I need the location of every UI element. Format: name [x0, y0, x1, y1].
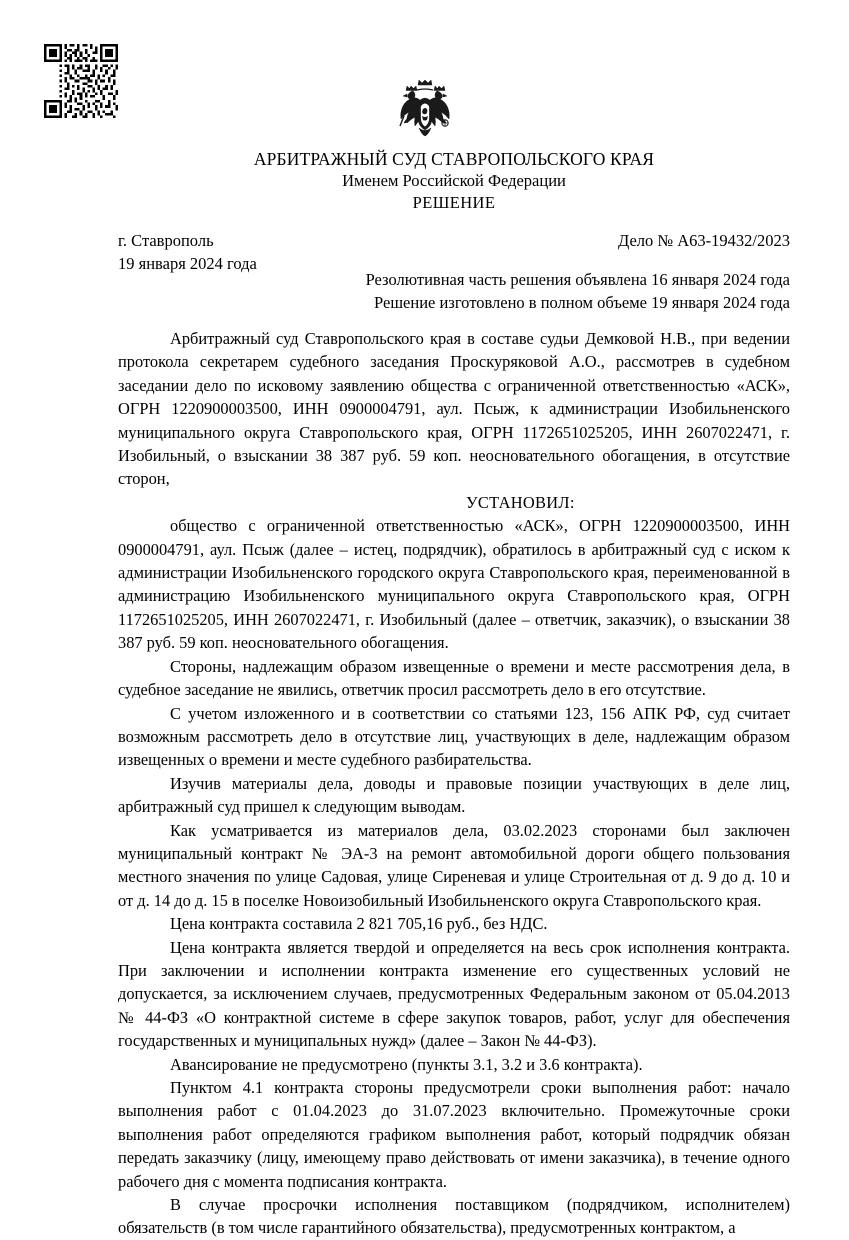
paragraph: Стороны, надлежащим образом извещенные о времени и месте рассмотрения дела, в судебное заседание не явились, ответчик просил рассмотреть дело в его отсутствие.	[118, 656, 790, 700]
paragraph: С учетом изложенного и в соответствии со статьями 123, 156 АПК РФ, суд считает возможным рассмотреть дело в отсутствие лиц, участвующих в деле, надлежащим образом извещенных о времени и месте судебного разбирательства.	[118, 703, 790, 770]
paragraph: В случае просрочки исполнения поставщиком (подрядчиком, исполнителем) обязательств (в том числе гарантийного обязательства), предусмотренных контрактом, а	[118, 1195, 790, 1238]
court-title: АРБИТРАЖНЫЙ СУД СТАВРОПОЛЬСКОГО КРАЯ	[253, 149, 655, 169]
paragraph: Цена контракта является твердой и определяется на весь срок исполнения контракта. При заключении и исполнении контракта изменение его существенных условий не допускается, за исключением случаев, предусмотренных Федеральным законом от 05.04.2013 № 44-ФЗ «О контрактной системе в сфере закупок товаров, работ, услуг для обеспечения государственных и муниципальных нужд» (далее – Закон № 44-ФЗ).	[118, 937, 790, 1051]
meta-right	[618, 230, 790, 253]
section-heading-ustanovil: УСТАНОВИЛ:	[466, 492, 575, 512]
document-type: РЕШЕНИЕ	[412, 193, 496, 212]
paragraph: Изучив материалы дела, доводы и правовые позиции участвующих в деле лиц, арбитражный суд пришел к следующим выводам.	[118, 773, 790, 817]
case-number: Дело № А63-19432/2023	[617, 231, 790, 250]
city-label: г. Ставрополь	[118, 231, 214, 250]
paragraph: Цена контракта составила 2 821 705,16 руб., без НДС.	[170, 914, 548, 934]
paragraph: общество с ограниченной ответственностью «АСК», ОГРН 1220900003500, ИНН 0900004791, аул. Псыж (далее – истец, подрядчик), обратилось в арбитражный суд с иском к администрации Изобильненского городского округа Ставропольского края, переименованной в администрацию Изобильненского муниципального округа Ставропольского края, ОГРН 1172651025205, ИНН 2607022471, г. Изобильный (далее – ответчик, заказчик), о взыскании 38 387 руб. 59 коп. неосновательного обогащения.	[118, 516, 790, 653]
russian-coat-of-arms-emblem	[0, 78, 849, 140]
announcement-line: Решение изготовлено в полном объеме 19 января 2024 года	[374, 292, 790, 312]
paragraph: Арбитражный суд Ставропольского края в составе судьи Демковой Н.В., при ведении протокола секретарем судебного заседания Проскуряковой А.О., рассмотрев в судебном заседании дело по исковому заявлению общества с ограниченной ответственностью «АСК», ОГРН 1220900003500, ИНН 0900004791, аул. Псыж, к администрации Изобильненского муниципального округа Ставропольского края, ОГРН 1172651025205, ИНН 2607022471, г. Изобильный, о взыскании 38 387 руб. 59 коп. неосновательного обогащения, в отсутствие сторон,	[118, 329, 790, 489]
paragraph: Пунктом 4.1 контракта стороны предусмотрели сроки выполнения работ: начало выполнения работ с 01.04.2023 до 31.07.2023 включительно. Промежуточные сроки выполнения работ определяются графиком выполнения работ, который подрядчик обязан передать заказчику (лицу, имеющему право действовать от имени заказчика), в течение одного рабочего дня с момента подписания контракта.	[118, 1078, 790, 1191]
announcement-block	[118, 269, 790, 314]
announcement-line: Резолютивная часть решения объявлена 16 января 2024 года	[365, 270, 790, 289]
document-body	[118, 327, 790, 1240]
in-name-of-federation: Именем Российской Федерации	[342, 171, 566, 190]
decision-date: 19 января 2024 года	[118, 253, 257, 273]
paragraph: Авансирование не предусмотрено (пункты 3.1, 3.2 и 3.6 контракта).	[170, 1054, 643, 1074]
document-header	[118, 148, 790, 214]
paragraph: Как усматривается из материалов дела, 03.02.2023 сторонами был заключен муниципальный контракт № ЭА-3 на ремонт автомобильной дороги общего пользования местного значения по улице Садовая, улице Сиреневая и улице Строительная от д. 9 до д. 10 и от д. 14 до д. 15 в поселке Новоизобильный Изобильненского округа Ставропольского края.	[118, 820, 790, 910]
